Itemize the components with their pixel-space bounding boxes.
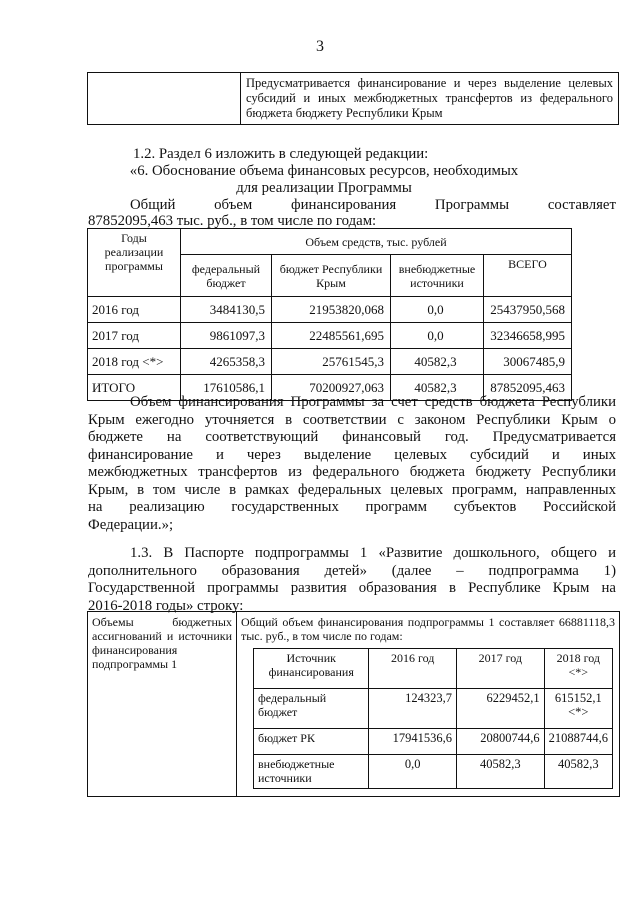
top-box-text: Предусматривается финансирование и через выделение целевых субсидий и иных межбюджетных трансфертов из федерального бюджета бюджету Республики Крым — [241, 73, 619, 125]
section-6-title-line2: для реализации Программы — [236, 180, 412, 196]
col-federal-header: федеральный бюджет — [181, 255, 272, 297]
col-total-header: ВСЕГО — [484, 255, 572, 297]
col-years-header: Годы реализации программы — [88, 229, 181, 297]
passport-left-label: Объемы бюджетных ассигнований и источники финансирования подпрограммы 1 — [88, 612, 237, 797]
page-number: 3 — [316, 38, 324, 55]
table-row: 2018 год <*> 4265358,3 25761545,3 40582,3 30067485,9 — [88, 349, 572, 375]
col-2018-header: 2018 год <*> — [544, 649, 612, 689]
col-offbudget-header: внебюджетные источники — [391, 255, 484, 297]
total-line-2: 87852095,463 тыс. руб., в том числе по годам: — [88, 213, 377, 229]
table-row: 2017 год 9861097,3 22485561,695 0,0 32346658,995 — [88, 323, 572, 349]
table-row: бюджет РК 17941536,6 20800744,6 21088744,6 — [254, 729, 613, 755]
volume-group-header: Объем средств, тыс. рублей — [181, 229, 572, 255]
table-row: ИТОГО 17610586,1 70200927,063 40582,3 87852095,463 — [88, 375, 572, 401]
funding-table — [87, 228, 572, 401]
table-row: федеральный бюджет 124323,7 6229452,1 615152,1 <*> — [254, 689, 613, 729]
passport-inner-table — [253, 648, 613, 789]
table-row: 2016 год 3484130,5 21953820,068 0,0 25437950,568 — [88, 297, 572, 323]
section-1-2-intro: 1.2. Раздел 6 изложить в следующей редакции: — [133, 146, 429, 162]
col-source-header: Источник финансирования — [254, 649, 369, 689]
funding-paragraph: Объем финансирования Программы за счет средств бюджета Республики Крым ежегодно уточняется в соответствии с законом Республики Крым о бюджете на соответствующий финансовый год. Предусматривается финансирование и через выделение целевых субсидий и иных межбюджетных трансфертов из федерального бюджета бюджету Республики Крым, в том числе в рамках федеральных целевых программ, направленных на реализацию государственных программ субъектов Российской Федерации.»; — [88, 394, 616, 533]
section-1-3: 1.3. В Паспорте подпрограммы 1 «Развитие дошкольного, общего и дополнительного образования детей» (далее – подпрограмма 1) Государственной программы развития образования в Республике Крым на 2016-2018 годы» строку: — [88, 545, 616, 614]
top-box-table — [87, 72, 619, 125]
passport-right-intro: Общий объем финансирования подпрограммы 1 составляет 66881118,3 тыс. руб., в том числе по годам: — [241, 615, 615, 643]
table-row: внебюджетные источники 0,0 40582,3 40582,3 — [254, 755, 613, 789]
total-line-1: Общий объем финансирования Программы составляет — [130, 197, 616, 213]
col-republic-header: бюджет Республики Крым — [272, 255, 391, 297]
col-2017-header: 2017 год — [457, 649, 545, 689]
section-6-title-line1: «6. Обоснование объема финансовых ресурсов, необходимых — [129, 163, 519, 179]
col-2016-header: 2016 год — [369, 649, 457, 689]
top-box-empty-cell — [88, 73, 241, 125]
passport-table — [87, 611, 620, 797]
